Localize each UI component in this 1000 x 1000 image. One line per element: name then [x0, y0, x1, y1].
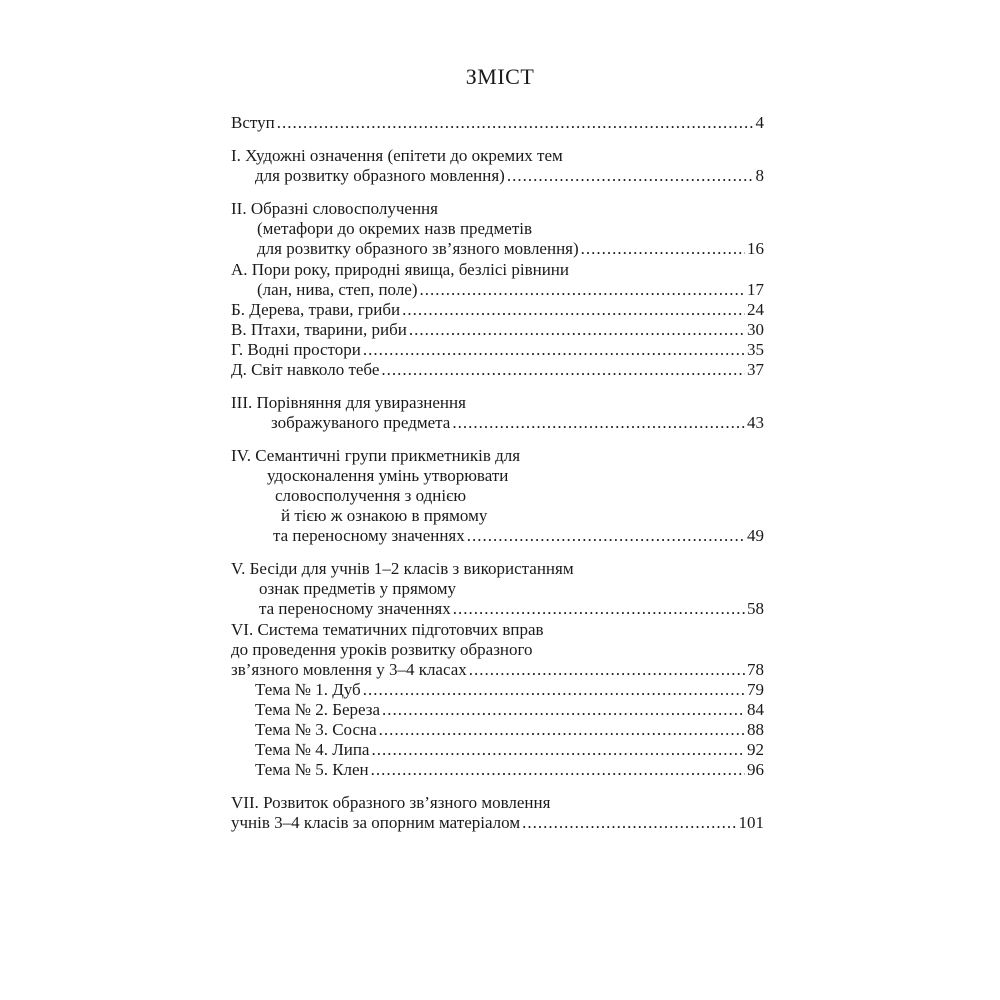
toc-line [231, 146, 764, 166]
toc-line [231, 300, 764, 320]
toc-entry-text: для розвитку образного зв’язного мовлення) [257, 239, 579, 258]
dot-leader [363, 680, 745, 700]
toc-line [231, 640, 764, 660]
dot-leader [402, 300, 745, 320]
toc-entry-text: та переносному значеннях [273, 526, 465, 545]
dot-leader [277, 113, 754, 133]
toc-entry-text: зображуваного предмета [271, 413, 451, 432]
toc-page-number: 84 [747, 700, 764, 719]
toc-entry-text: Тема № 4. Липа [255, 740, 370, 759]
toc-section [231, 199, 764, 380]
toc-page-number: 16 [747, 239, 764, 258]
toc-line [231, 720, 764, 740]
toc-entry-text: Вступ [231, 113, 275, 132]
toc-line [231, 219, 764, 239]
toc-entry-text: III. Порівняння для увиразнення [231, 393, 466, 412]
page-title: ЗМІСТ [465, 64, 535, 89]
toc-line [231, 280, 764, 300]
toc-line [231, 700, 764, 720]
toc-page-number: 43 [747, 413, 764, 432]
toc-line [231, 466, 764, 486]
dot-leader [371, 760, 745, 780]
toc-page-number: 49 [747, 526, 764, 545]
toc-section [231, 559, 764, 619]
toc-page-number: 88 [747, 720, 764, 739]
dot-leader [363, 340, 745, 360]
toc-page-number: 8 [755, 166, 764, 185]
toc-page-number: 35 [747, 340, 764, 359]
toc-entry-text: V. Бесіди для учнів 1–2 класів з використанням [231, 559, 574, 578]
toc-entry-text: ознак предметів у прямому [259, 579, 457, 598]
toc-section [231, 146, 764, 186]
dot-leader [371, 740, 745, 760]
dot-leader [469, 660, 745, 680]
toc-line [231, 740, 764, 760]
toc-entry-text: Тема № 3. Сосна [255, 720, 377, 739]
toc-page-number: 92 [747, 740, 764, 759]
toc-line [231, 620, 764, 640]
toc-entry-text: удосконалення умінь утворювати [267, 466, 509, 485]
toc-section [231, 793, 764, 833]
toc-entry-text: (метафори до окремих назв предметів [257, 219, 533, 238]
toc-entry-text: I. Художні означення (епітети до окремих тем [231, 146, 563, 165]
dot-leader [581, 239, 745, 259]
toc-line [231, 340, 764, 360]
toc-entry-text: Тема № 5. Клен [255, 760, 369, 779]
toc-entry-text: словосполучення з однією [275, 486, 467, 505]
toc-section [231, 446, 764, 546]
toc-line [231, 599, 764, 619]
toc-page-number: 96 [747, 760, 764, 779]
dot-leader [507, 166, 754, 186]
toc-line [231, 446, 764, 466]
toc-entry-text: зв’язного мовлення у 3–4 класах [231, 660, 467, 679]
table-of-contents [231, 113, 764, 833]
toc-section [231, 113, 764, 133]
toc-entry-text: II. Образні словосполучення [231, 199, 438, 218]
toc-line [231, 166, 764, 186]
toc-line [231, 579, 764, 599]
toc-line [231, 113, 764, 133]
toc-entry-text: Тема № 2. Береза [255, 700, 381, 719]
toc-entry-text: Г. Водні простори [231, 340, 361, 359]
toc-line [231, 486, 764, 506]
toc-entry-text: VII. Розвиток образного зв’язного мовлення [231, 793, 551, 812]
dot-leader [522, 813, 736, 833]
toc-entry-text: (лан, нива, степ, поле) [257, 280, 418, 299]
toc-section [231, 393, 764, 433]
toc-line [231, 680, 764, 700]
toc-line [231, 793, 764, 813]
toc-page-number: 4 [755, 113, 764, 132]
toc-entry-text: В. Птахи, тварини, риби [231, 320, 407, 339]
toc-entry-text: А. Пори року, природні явища, безлісі рівнини [231, 260, 569, 279]
toc-line [231, 660, 764, 680]
toc-page-number: 24 [747, 300, 764, 319]
toc-page-number: 78 [747, 660, 764, 679]
toc-entry-text: Б. Дерева, трави, гриби [231, 300, 401, 319]
dot-leader [382, 700, 745, 720]
toc-line [231, 260, 764, 280]
dot-leader [420, 280, 745, 300]
toc-page-number: 17 [747, 280, 764, 299]
toc-line [231, 760, 764, 780]
toc-page-number: 101 [738, 813, 764, 832]
toc-entry-text: учнів 3–4 класів за опорним матеріалом [231, 813, 521, 832]
toc-entry-text: IV. Семантичні групи прикметників для [231, 446, 521, 465]
dot-leader [467, 526, 745, 546]
dot-leader [379, 720, 745, 740]
toc-line [231, 360, 764, 380]
toc-line [231, 199, 764, 219]
toc-line [231, 813, 764, 833]
toc-line [231, 559, 764, 579]
toc-page-number: 58 [747, 599, 764, 618]
toc-line [231, 413, 764, 433]
toc-entry-text: до проведення уроків розвитку образного [231, 640, 533, 659]
toc-entry-text: Д. Світ навколо тебе [231, 360, 380, 379]
dot-leader [381, 360, 745, 380]
toc-line [231, 239, 764, 259]
toc-line [231, 393, 764, 413]
toc-section [231, 620, 764, 780]
toc-line [231, 506, 764, 526]
toc-line [231, 320, 764, 340]
toc-entry-text: й тією ж ознакою в прямому [281, 506, 488, 525]
toc-entry-text: та переносному значеннях [259, 599, 451, 618]
dot-leader [453, 599, 745, 619]
toc-entry-text: VI. Система тематичних підготовчих вправ [231, 620, 544, 639]
dot-leader [409, 320, 745, 340]
toc-line [231, 526, 764, 546]
toc-page-number: 37 [747, 360, 764, 379]
dot-leader [452, 413, 745, 433]
toc-entry-text: для розвитку образного мовлення) [255, 166, 505, 185]
toc-page-number: 79 [747, 680, 764, 699]
toc-page-number: 30 [747, 320, 764, 339]
toc-entry-text: Тема № 1. Дуб [255, 680, 361, 699]
